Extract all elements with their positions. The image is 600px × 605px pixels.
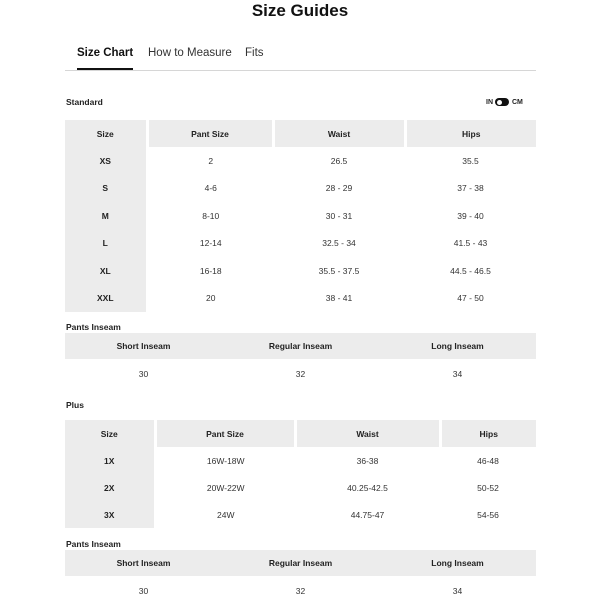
table-header-row — [65, 420, 536, 447]
table-cell: 30 — [138, 585, 149, 596]
table-cell: 41.5 - 43 — [453, 238, 488, 249]
table-cell: 24W — [217, 509, 235, 520]
table-row — [65, 257, 536, 285]
plus-size-table — [65, 420, 536, 528]
table-cell: 44.75-47 — [350, 509, 385, 520]
table-row — [65, 474, 536, 501]
table-cell: 30 — [138, 368, 149, 379]
size-cell: M — [65, 202, 147, 230]
table-row — [65, 285, 536, 313]
table-cell: 38 - 41 — [325, 293, 353, 304]
column-header: Long Inseam — [379, 333, 536, 359]
table-cell: 30 - 31 — [325, 210, 353, 221]
unit-in-label: IN — [486, 98, 493, 106]
table-header-row — [65, 120, 536, 147]
size-cell: S — [65, 175, 147, 203]
table-cell: 46-48 — [477, 455, 499, 466]
table-cell: 16-18 — [199, 265, 222, 276]
column-header: Long Inseam — [379, 550, 536, 576]
unit-toggle — [486, 96, 523, 108]
unit-switch[interactable] — [495, 98, 509, 106]
column-header: Pant Size — [147, 120, 273, 147]
table-cell: 36-38 — [356, 455, 379, 466]
column-header: Waist — [273, 120, 405, 147]
column-header: Pant Size — [155, 420, 295, 447]
table-row — [65, 202, 536, 230]
size-cell: XL — [65, 257, 147, 285]
tab-how-to-measure[interactable]: How to Measure — [148, 47, 232, 59]
table-cell: 28 - 29 — [325, 183, 353, 194]
standard-inseam-table — [65, 333, 536, 388]
page-title: Size Guides — [251, 1, 349, 20]
column-header: Regular Inseam — [222, 333, 379, 359]
column-header: Hips — [440, 420, 536, 447]
table-cell: 32 — [295, 585, 306, 596]
table-cell: 20 — [206, 293, 216, 304]
size-cell: 1X — [65, 447, 155, 474]
table-row — [65, 359, 536, 388]
unit-cm-label: CM — [512, 98, 523, 106]
size-cell: L — [65, 230, 147, 258]
table-row — [65, 576, 536, 605]
standard-size-table — [65, 120, 536, 312]
column-header: Regular Inseam — [222, 550, 379, 576]
column-header: Size — [65, 120, 147, 147]
size-cell: XXL — [65, 285, 147, 313]
table-header-row — [65, 333, 536, 359]
size-cell: 2X — [65, 474, 155, 501]
standard-section-label: Standard — [66, 97, 103, 107]
table-cell: 37 - 38 — [457, 183, 484, 194]
table-cell: 20W-22W — [206, 482, 245, 493]
table-cell: 40.25-42.5 — [347, 482, 388, 493]
tab-fits[interactable]: Fits — [245, 47, 264, 59]
table-cell: 32 — [295, 368, 306, 379]
column-header: Hips — [405, 120, 536, 147]
table-cell: 34 — [452, 368, 463, 379]
switch-knob — [497, 100, 502, 105]
table-cell: 34 — [452, 585, 463, 596]
table-row — [65, 147, 536, 175]
table-cell: 32.5 - 34 — [322, 238, 356, 249]
size-cell: XS — [65, 147, 147, 175]
plus-section-label: Plus — [66, 400, 84, 410]
table-cell: 39 - 40 — [457, 210, 484, 221]
table-header-row — [65, 550, 536, 576]
tab-bar — [65, 40, 536, 71]
table-cell: 4-6 — [204, 183, 217, 194]
table-cell: 16W-18W — [206, 455, 245, 466]
column-header: Short Inseam — [65, 550, 222, 576]
table-row — [65, 501, 536, 528]
table-cell: 47 - 50 — [457, 293, 484, 304]
table-cell: 44.5 - 46.5 — [450, 265, 491, 276]
table-cell: 12-14 — [199, 238, 222, 249]
plus-inseam-table — [65, 550, 536, 605]
plus-inseam-label: Pants Inseam — [66, 539, 121, 549]
column-header: Size — [65, 420, 155, 447]
table-cell: 54-56 — [477, 509, 499, 520]
table-cell: 26.5 — [330, 155, 348, 166]
table-row — [65, 230, 536, 258]
table-cell: 8-10 — [202, 210, 220, 221]
tab-size-chart[interactable]: Size Chart — [77, 47, 133, 70]
table-row — [65, 175, 536, 203]
standard-inseam-label: Pants Inseam — [66, 322, 121, 332]
column-header: Short Inseam — [65, 333, 222, 359]
table-cell: 2 — [208, 155, 214, 166]
table-cell: 50-52 — [477, 482, 499, 493]
table-cell: 35.5 — [462, 155, 479, 166]
table-cell: 35.5 - 37.5 — [318, 265, 360, 276]
table-row — [65, 447, 536, 474]
size-cell: 3X — [65, 501, 155, 528]
column-header: Waist — [295, 420, 440, 447]
